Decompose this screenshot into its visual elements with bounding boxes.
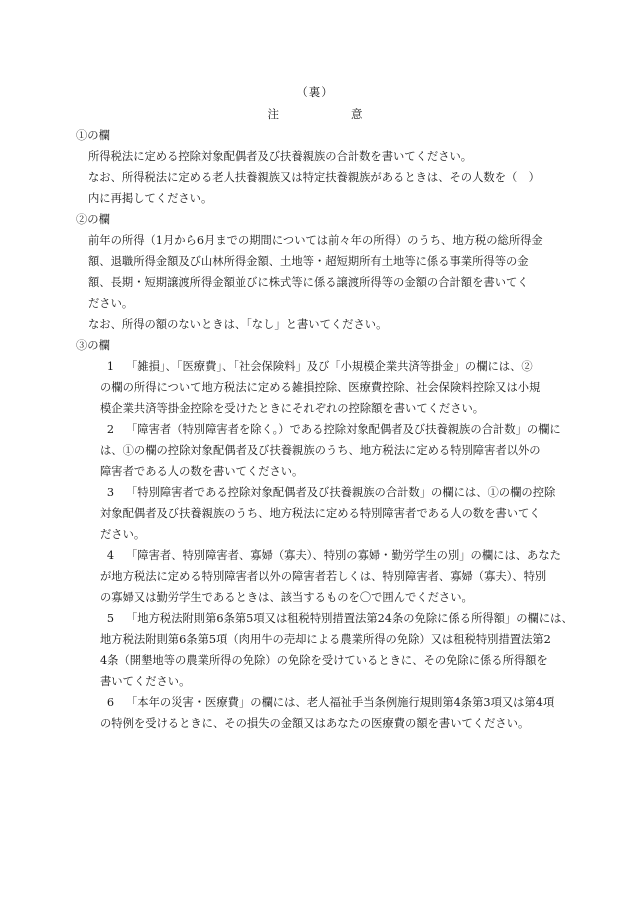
note-item-3 (76, 482, 566, 545)
note-item-number: 1 (106, 360, 114, 373)
note-item-6 (76, 692, 566, 734)
section-text-line: なお、所得の額のないときは、「なし」と書いてください。 (88, 318, 388, 331)
note-item-text-line: の寡婦又は勤労学生であるときは、該当するものを〇で囲んでください。 (100, 591, 473, 604)
note-item-text-line: の特例を受けるときに、その損失の金額又はあなたの医療費の額を書いてください。 (100, 717, 530, 730)
note-item-number: 5 (106, 612, 114, 625)
note-item-text-line: 地方税法附則第6条第5項（肉用牛の売却による農業所得の免除）又は租税特別措置法第2 (100, 633, 551, 646)
note-item-2 (76, 419, 566, 482)
note-item-number: 3 (106, 486, 114, 499)
note-item-text: 「雑損」、「医療費」、「社会保険料」及び「小規模企業共済等掛金」の欄には、② (126, 360, 533, 373)
note-item-1 (76, 356, 566, 419)
section-text-line: 額、退職所得金額及び山林所得金額、土地等・超短期所有土地等に係る事業所得等の金 (88, 255, 529, 268)
note-item-text: 「障害者（特別障害者を除く。）である控除対象配偶者及び扶養親族の合計数」の欄に (126, 423, 561, 436)
note-item-text-line: ださい。 (100, 528, 146, 541)
section-2 (76, 209, 566, 335)
section-text-line: 前年の所得（1月から6月までの期間については前々年の所得）のうち、地方税の総所得金 (88, 234, 543, 247)
notes-title-left: 注 (267, 107, 279, 121)
note-item-text-line: 対象配偶者及び扶養親族のうち、地方税法に定める特別障害者である人の数を書いてく (100, 507, 541, 520)
note-item-4 (76, 545, 566, 608)
note-item-text-line: 模企業共済等掛金控除を受けたときにそれぞれの控除額を書いてください。 (100, 402, 485, 415)
note-item-text-line: の欄の所得について地方税法に定める雑損控除、医療費控除、社会保険料控除又は小規 (100, 381, 541, 394)
note-item-first-line (76, 419, 566, 440)
note-item-text-line: が地方税法に定める特別障害者以外の障害者若しくは、特別障害者、寡婦（寡夫）、特別 (100, 570, 547, 583)
section-heading: ②の欄 (76, 213, 110, 226)
note-item-first-line (76, 482, 566, 503)
note-item-first-line (76, 608, 573, 629)
section-text-line: 所得税法に定める控除対象配偶者及び扶養親族の合計数を書いてください。 (88, 150, 473, 163)
notes-title-right: 意 (351, 107, 363, 121)
note-item-number: 6 (106, 696, 114, 709)
section-text-line: 額、長期・短期譲渡所得金額並びに株式等に係る譲渡所得等の金額の合計額を書いてく (88, 276, 529, 289)
note-item-5 (76, 608, 573, 692)
section-3 (76, 335, 573, 734)
section-text-line: なお、所得税法に定める老人扶養親族又は特定扶養親族があるときは、その人数を（ ） (88, 171, 540, 184)
note-item-number: 2 (106, 423, 114, 436)
notes-content (76, 125, 573, 734)
section-heading: ①の欄 (76, 129, 110, 142)
note-item-text-line: 障害者である人の数を書いてください。 (100, 465, 304, 478)
notes-title (0, 106, 630, 122)
note-item-first-line (76, 545, 566, 566)
section-heading: ③の欄 (76, 339, 110, 352)
note-item-text-line: 4条（開墾地等の農業所得の免除）の免除を受けているときに、その免除に係る所得額を (100, 654, 548, 667)
note-item-first-line (76, 692, 566, 713)
note-item-number: 4 (106, 549, 114, 562)
section-text-line: 内に再掲してください。 (88, 192, 213, 205)
back-side-label: （裏） (296, 85, 334, 99)
section-1 (76, 125, 566, 209)
note-item-first-line (76, 356, 566, 377)
note-item-text-line: 書いてください。 (100, 675, 191, 688)
note-item-text: 「本年の災害・医療費」の欄には、老人福祉手当条例施行規則第4条第3項又は第4項 (126, 696, 555, 709)
note-item-text: 「障害者、特別障害者、寡婦（寡夫）、特別の寡婦・勤労学生の別」の欄には、あなた (126, 549, 561, 562)
note-item-text: 「特別障害者である控除対象配偶者及び扶養親族の合計数」の欄には、①の欄の控除 (126, 486, 556, 499)
section-text-line: ださい。 (88, 297, 134, 310)
note-item-text: 「地方税法附則第6条第5項又は租税特別措置法第24条の免除に係る所得額」の欄には、 (126, 612, 573, 625)
note-item-text-line: は、①の欄の控除対象配偶者及び扶養親族のうち、地方税法に定める特別障害者以外の (100, 444, 541, 457)
